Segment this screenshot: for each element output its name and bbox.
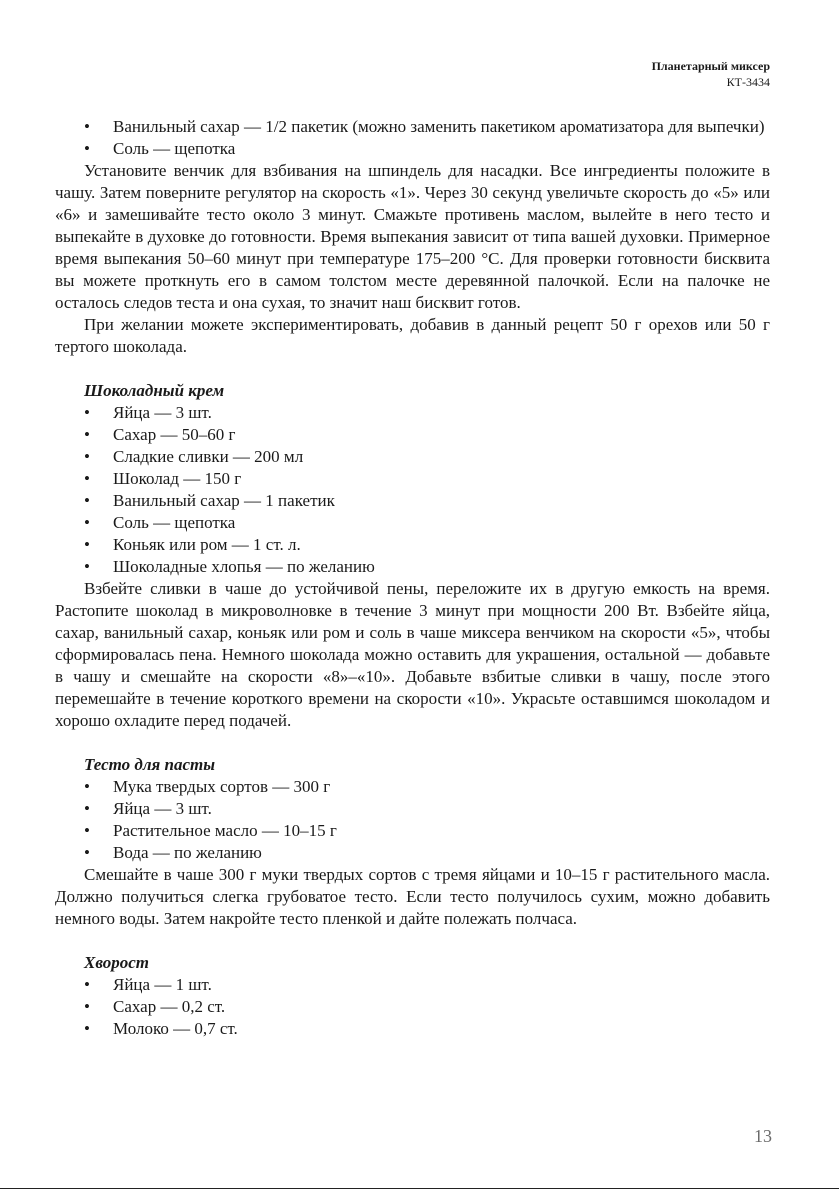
ingredient-item: • Шоколадные хлопья — по желанию	[55, 556, 770, 578]
ingredient-list	[55, 974, 770, 1040]
ingredient-list	[55, 402, 770, 578]
recipe-khvorost	[55, 952, 770, 1040]
page-content	[55, 116, 770, 1040]
ingredient-item: • Ванильный сахар — 1 пакетик	[55, 490, 770, 512]
recipe-title: Хворост	[84, 953, 149, 972]
ingredient-list	[55, 776, 770, 864]
ingredient-item: • Сахар — 50–60 г	[55, 424, 770, 446]
ingredient-item: • Сладкие сливки — 200 мл	[55, 446, 770, 468]
recipe-pasta-dough	[55, 754, 770, 930]
product-title: Планетарный миксер	[651, 59, 770, 73]
ingredient-item: • Коньяк или ром — 1 ст. л.	[55, 534, 770, 556]
recipe-title: Тесто для пасты	[84, 755, 216, 774]
tip-paragraph: При желании можете экспериментировать, добавив в данный рецепт 50 г орехов или 50 г тертого шоколада.	[55, 315, 770, 356]
page-header	[652, 58, 770, 90]
ingredient-item: • Ванильный сахар — 1/2 пакетик (можно заменить пакетиком ароматизатора для выпечки)	[55, 116, 770, 138]
recipe-chocolate-cream	[55, 380, 770, 732]
ingredient-item: • Сахар — 0,2 ст.	[55, 996, 770, 1018]
ingredient-item: • Соль — щепотка	[55, 138, 770, 160]
ingredient-item: • Шоколад — 150 г	[55, 468, 770, 490]
page-number: 13	[754, 1126, 772, 1146]
ingredient-item: • Растительное масло — 10–15 г	[55, 820, 770, 842]
ingredient-item: • Яйца — 3 шт.	[55, 402, 770, 424]
ingredient-item: • Соль — щепотка	[55, 512, 770, 534]
ingredient-item: • Яйца — 3 шт.	[55, 798, 770, 820]
instructions-paragraph: Установите венчик для взбивания на шпиндель для насадки. Все ингредиенты положите в чашу. Затем поверните регулятор на скорость «1». Через 30 секунд увеличьте скорость до «5» или «6» и замешивайте тесто около 3 минут. Смажьте противень маслом, вылейте в него тесто и выпекайте в духовке до готовности. Время выпекания зависит от типа вашей духовки. Примерное время выпекания 50–60 минут при температуре 175–200 °С. Для проверки готовности бисквита вы можете проткнуть его в самом толстом месте деревянной палочкой. Если на палочке не осталось следов теста и она сухая, то значит наш бисквит готов.	[55, 161, 770, 312]
ingredient-item: • Яйца — 1 шт.	[55, 974, 770, 996]
ingredient-item: • Молоко — 0,7 ст.	[55, 1018, 770, 1040]
model-number: КТ-3434	[726, 75, 770, 89]
ingredient-item: • Мука твердых сортов — 300 г	[55, 776, 770, 798]
recipe-instructions: Взбейте сливки в чаше до устойчивой пены, переложите их в другую емкость на время. Растопите шоколад в микроволновке в течение 3 минут при мощности 200 Вт. Взбейте яйца, сахар, ванильный сахар, коньяк или ром и соль в чаше миксера венчиком на скорости «5», чтобы сформировалась пена. Немного шоколада можно оставить для украшения, остальной — добавьте в чашу и смешайте на скорости «8»–«10». Добавьте взбитые сливки в чашу, после этого перемешайте в течение короткого времени на скорости «10». Украсьте оставшимся шоколадом и хорошо охладите перед подачей.	[55, 579, 770, 730]
bottom-divider	[0, 1188, 839, 1189]
recipe-title: Шоколадный крем	[84, 381, 225, 400]
ingredient-item: • Вода — по желанию	[55, 842, 770, 864]
intro-ingredient-list	[55, 116, 770, 160]
recipe-instructions: Смешайте в чаше 300 г муки твердых сортов с тремя яйцами и 10–15 г растительного масла. Должно получиться слегка грубоватое тесто. Если тесто получилось сухим, можно добавить немного воды. Затем накройте тесто пленкой и дайте полежать полчаса.	[55, 865, 770, 928]
